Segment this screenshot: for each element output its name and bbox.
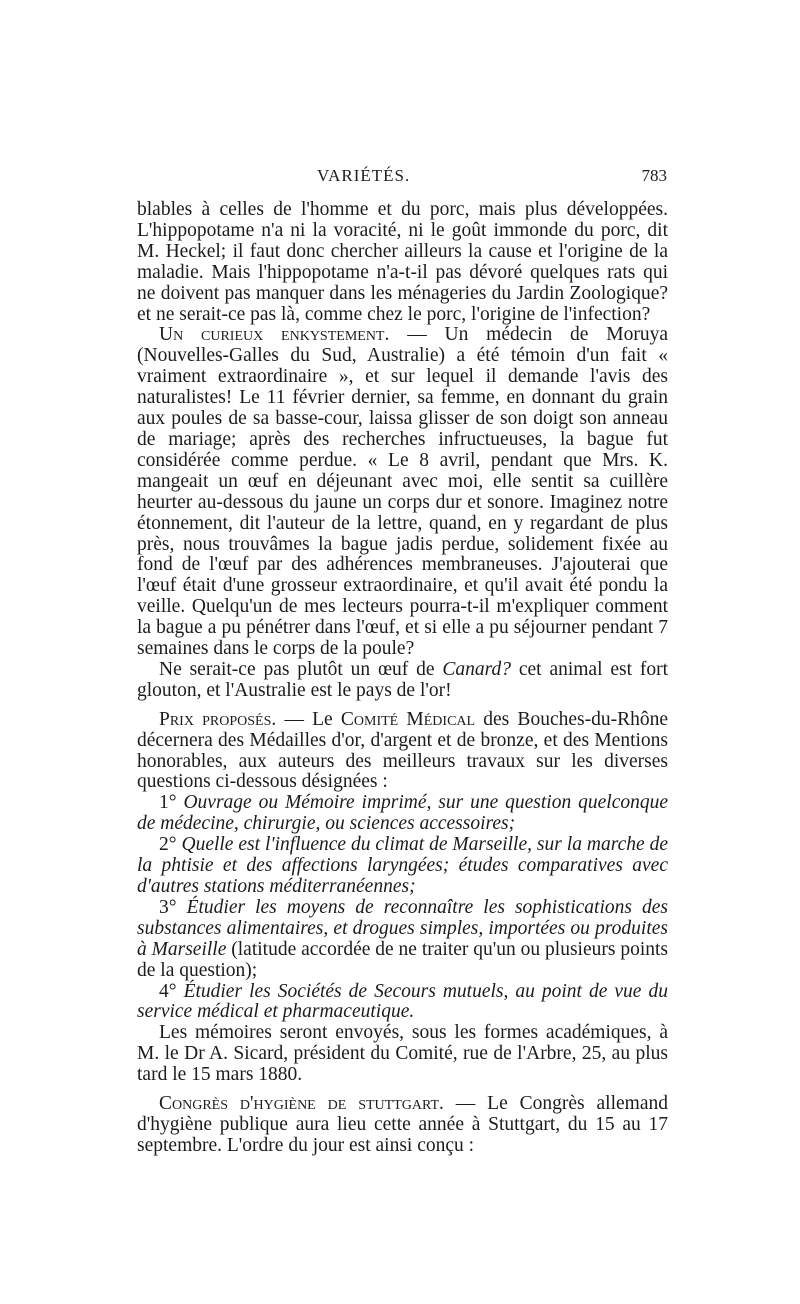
paragraph-canard [137, 660, 668, 702]
section-congres [137, 1094, 668, 1157]
item-number: 1° [159, 792, 184, 814]
item-text: Quelle est l'influence du climat de Marseille, sur la marche de la phtisie et des affections laryngées; études comparatives avec d'autres stations méditerranéennes; [137, 834, 668, 897]
section-enkystement [137, 325, 668, 660]
section-heading: Prix proposés. [159, 708, 277, 730]
item-text: (latitude accordée de ne traiter qu'un ou plusieurs points de la question); [137, 938, 669, 981]
body-text [137, 200, 668, 1157]
section-heading: Congrès d'hygiène de stuttgart. [159, 1093, 444, 1115]
item-text: Ouvrage ou Mémoire imprimé, sur une question quelconque de médecine, chirurgie, ou sciences accessoires; [137, 792, 668, 835]
list-item [137, 982, 668, 1024]
page-number: 783 [641, 166, 667, 185]
list-item [137, 793, 668, 835]
item-number: 4° [159, 980, 184, 1002]
paragraph-memoires: Les mémoires seront envoyés, sous les formes académiques, à M. le Dr A. Sicard, président du Comité, rue de l'Arbre, 25, au plus tard le 15 mars 1880. [137, 1022, 668, 1086]
item-text: Étudier les moyens de reconnaître les sophistications des substances alimentaires, et drogues simples, importées ou produites à Marseille [137, 896, 668, 960]
item-number: 3° [159, 896, 187, 918]
text-run: des Bouches-du-Rhône décernera des Médailles d'or, d'argent et de bronze, et des Mentions honorables, aux auteurs des meilleurs travaux sur les diverses questions ci-dessous désignées : [137, 708, 668, 793]
section-heading: Un curieux enkystement. [159, 324, 390, 346]
section-prix [137, 710, 668, 794]
text-run: — Le [276, 708, 341, 730]
item-number: 2° [159, 834, 182, 856]
list-item [137, 835, 668, 898]
item-text: Étudier les Sociétés de Secours mutuels, au point de vue du service médical et pharmaceutique. [137, 980, 668, 1023]
text-run: Ne serait-ce pas plutôt un œuf de [159, 658, 443, 680]
running-title: VARIÉTÉS. [317, 166, 411, 185]
section-text: — Le Congrès allemand d'hygiène publique aura lieu cette année à Stuttgart, du 15 au 17 septembre. L'ordre du jour est ainsi conçu : [137, 1093, 668, 1156]
section-text: — Un médecin de Moruya (Nouvelles-Galles du Sud, Australie) a été témoin d'un fait « vraiment extraordinaire », et sur lequel il demande l'avis des naturalistes! Le 11 février dernier, sa femme, en donnant du grain aux poules de sa basse-cour, laissa glisser de son doigt son anneau de mariage; après des recherches infructueuses, la bague fut considérée comme perdue. « Le 8 avril, pendant que Mrs. K. mangeait un œuf en déjeunant avec moi, elle sentit sa cuillère heurter au-dessous du jaune un corps dur et sonore. Imaginez notre étonnement, dit l'auteur de la lettre, quand, en y regardant de plus près, nous trouvâmes la bague jadis perdue, solidement fixée au fond de l'œuf par des adhérences membraneuses. J'ajouterai que l'œuf était d'une grosseur extraordinaire, et qu'il avait été pondu la veille. Quelqu'un de mes lecteurs pourra-t-il m'expliquer comment la bague a pu pénétrer dans l'œuf, et si elle a pu séjourner pendant 7 semaines dans le corps de la poule? [137, 324, 668, 660]
paragraph-continued: blables à celles de l'homme et du porc, mais plus développées. L'hippopotame n'a ni la voracité, ni le goût immonde du porc, dit M. Heckel; il faut donc chercher ailleurs la cause et l'origine de la maladie. Mais l'hippopotame n'a-t-il pas dévoré quelques rats qui ne doivent pas manquer dans les ménageries du Jardin Zoologique? et ne serait-ce pas là, comme chez le porc, l'origine de l'infection? [137, 199, 668, 325]
committee-name: Comité Médical [340, 708, 476, 730]
emphasis: Canard? [442, 658, 512, 680]
running-header [137, 166, 667, 192]
list-item [137, 898, 668, 982]
text-run: cet animal est fort glouton, et l'Australie est le pays de l'or! [137, 658, 669, 701]
